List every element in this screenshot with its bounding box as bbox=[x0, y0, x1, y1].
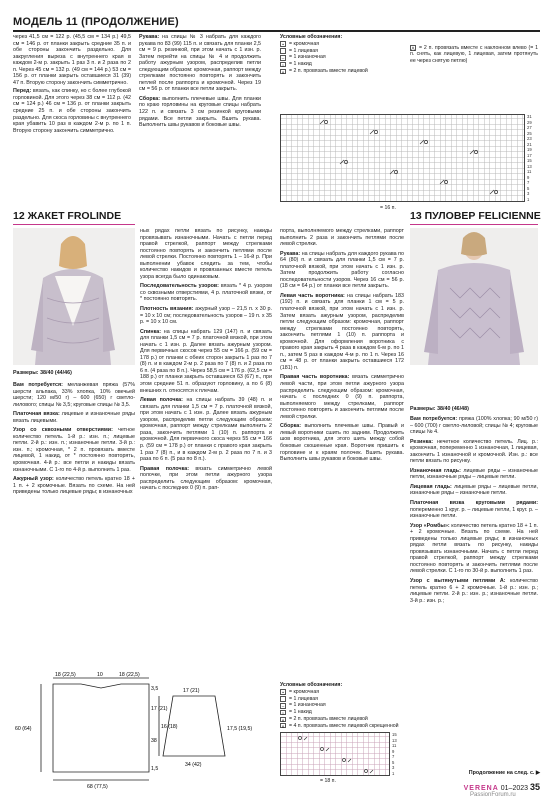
legend-item: • = кромочная bbox=[280, 689, 404, 696]
col2-top-text bbox=[139, 34, 261, 130]
legend-title: Условные обозначения: bbox=[280, 682, 343, 688]
k2tog-icon: ∧ bbox=[281, 717, 285, 723]
k4tog-icon: ∧ bbox=[281, 723, 285, 729]
diagram-top-label: 18 (22,5) bbox=[55, 672, 76, 678]
sleeve-right-label: 17,5 (19,5) bbox=[227, 726, 253, 732]
chart-top-repeat: = 16 п. bbox=[380, 205, 396, 211]
diagram-right-label: 1,5 bbox=[151, 766, 159, 772]
legend-item: – = 1 изнаночная bbox=[281, 54, 326, 62]
legend-item: • = кромочная bbox=[280, 41, 420, 48]
paragraph: ных рядах петли вязать по рисунку, накиды провязывать изнаночными. Начать с петли перед правой стрелкой, раппорт между стрелками постоянно повторять и закончить петлями после левой стрелки. Постоянно повторять 1 – 16-й р. При выполнении убавок следить за тем, чтобы количество накидов и провязанных вместе петель узора всегда было одинаковым. bbox=[140, 228, 272, 280]
chart-top-row-numbers: 31 29 27 25 23 21 19 17 15 13 11 9 7 5 3 1 bbox=[527, 114, 532, 202]
purl-stitch-icon: – bbox=[281, 704, 285, 710]
legend-bottom bbox=[280, 682, 404, 730]
issue-number: 01–2023 bbox=[500, 785, 529, 792]
paragraph: Узор «Ромбы»: количество петель кратно 18 + 1 п. + 2 кромочные. Вязать по схеме. На ней приведены только лицевые ряды; в изнаночных рядах петли вязать по рисунку, накиды провязывать изнаночными. Начать с петли перед правой стрелкой, раппорт между стрелками постоянно повторять и закончить петлями после левой стрелки. С 1-го по 30-й р. выполнить 1 раз. bbox=[410, 522, 538, 575]
pattern-schematic bbox=[13, 670, 275, 790]
legend-item: ∧ = 2 п. провязать вместе лицевой bbox=[281, 67, 368, 75]
paragraph: Лицевая гладь: лицевые ряды – лицевые петли, изнаночные ряды – изнаночные петли. bbox=[410, 483, 538, 497]
legend-top bbox=[280, 34, 420, 75]
paragraph: Узор с вытянутыми петлями А: количество петель кратно 6 + 2 кромочные. 1-й р.: изн. р.; лицевые петли. 2-й р.: изн. р.; изнаночные петли. 3-й р.: изн. р.; bbox=[410, 578, 538, 604]
col2-main-text bbox=[140, 228, 272, 493]
chart-bottom-symbols bbox=[280, 732, 390, 776]
chart-top-symbols bbox=[280, 114, 525, 202]
paragraph: Рукава: на спицы набрать для каждого рукава по 64 (80) п. и связать для планки 1,5 см = 7 р. платочной вязкой, при этом начать с 1 изн. р. Затем продолжить работу согласно последовательности узоров. Через 16 см = 56 р. (18 см = 64 р.) от планки все петли закрыть. bbox=[280, 250, 404, 290]
continue-note: Продолжение на след. с. ▶ bbox=[468, 770, 540, 776]
legend-item: – = 1 изнаночная bbox=[281, 702, 326, 710]
diagram-mid-label: 3,5 bbox=[151, 686, 159, 692]
paragraph: Изнаночная гладь: лицевые ряды – изнаночные петли, изнаночные ряды – лицевые петли. bbox=[410, 467, 538, 481]
photo-jacket bbox=[13, 228, 135, 365]
footer-bar bbox=[410, 782, 540, 792]
paragraph: Вам потребуется: меланжевая пряжа (57% шерсти альпака, 33% хлопка, 10% овечьей шерсти; 120 м/50 г) – 600 (650) г светло-лилового; спицы № 3,5; круговые спицы № 3,5. bbox=[13, 382, 135, 408]
paragraph: Левая полочка: на спицы набрать 39 (48) п. и связать для планки 1,5 см = 7 р. платочной вязкой, при этом начать с 1 изн. р. Далее вязать ажурным узором, распределив петли следующим образом: кромочная, раппорт между стрелками выполнить 2 раза, закончить петлями 1 (10) п. раппорта и кромочной. Для первичного скоса через 55 см = 166 р. (59 см = 178 р.) от планки с правого края закрыть 1 раз 7 (8) п., и в каждом 2-м р. 2 раза по 7 п. и 3 раза по 6 п. (5 раз по 8 п.). bbox=[140, 397, 272, 463]
chart-bottom-row-numbers: 15 13 11 9 7 5 3 1 bbox=[392, 732, 397, 776]
edge-stitch-icon: • bbox=[280, 689, 286, 695]
paragraph: Перед: вязать, как спинку, но с более глубокой горловиной. Для этого через 38 см = 112 р. (42 см = 124 р.) 46 см = 136 р. от планки закрыть средние 25 п. и обе стороны закончить раздельно. Для скоса горловины с внутреннего края убавить 10 раз в каждом 2-м р. по 1 п. Вторую сторону закончить симметрично. bbox=[13, 88, 131, 134]
diagram-bottom-label: 68 (77,5) bbox=[87, 784, 108, 790]
legend-item: ○ = 1 накид bbox=[281, 709, 312, 716]
paragraph: Правая полочка: вязать симметрично левой полочке, при этом петли ажурного узора распределить следующим образом: кромочная, начать с последних 0 (9) п. рап- bbox=[140, 465, 272, 492]
sleeve-left-label: 16 (18) bbox=[161, 724, 178, 730]
ssk-icon: ⋀ bbox=[411, 46, 415, 51]
section13-rule bbox=[410, 224, 538, 225]
paragraph: Платочная вязка: лицевые и изнаночные ряды вязать лицевыми. bbox=[13, 411, 135, 424]
paragraph: Платочная вязка круговыми рядами: попеременно 1 круг. р. – лицевые петли, 1 круг. р. – изнаночные петли. bbox=[410, 500, 538, 520]
diagram-top-label: 18 (22,5) bbox=[119, 672, 140, 678]
paragraph: Резинка: нечетное количество петель. Лиц. р.: кромочная, попеременно 1 изнаночная, 1 лицевая, закончить 1 изнаночной и кромочной. Изн. р.: все петли вязать по рисунку. bbox=[410, 438, 538, 465]
col3-main-text bbox=[280, 228, 404, 464]
watermark: PassionForum.ru bbox=[470, 792, 516, 798]
photo-pullover-illustration bbox=[410, 228, 538, 365]
yarn-over-icon: ○ bbox=[281, 710, 285, 716]
paragraph: через 41,5 см = 122 р. (45,5 см = 134 р.) 49,5 см = 146 р. от планки закрыть средние 35 п. и обе стороны закончить раздельно. Для закругления выреза с внутреннего края в каждом 2-м р. закрыть 1 раз 3 п. и 2 раза по 2 п. Через 45 см = 132 р. (49 см = 144 р.) 53 см = 156 р. от планки закрыть оставшиеся 31 (39) 47 п. Вторую сторону закончить симметрично. bbox=[13, 34, 131, 86]
legend-item: ∧ = 4 п. провязать вместе лицевой скрещенной bbox=[281, 722, 399, 729]
col1-main-text bbox=[13, 382, 135, 497]
paragraph: Рукава: на спицы № 3 набрать для каждого рукава по 83 (99) 115 п. и связать для планки 2,5 см = 9 р. резинкой, при этом начать с 1 изн. р. Затем перейти на спицы № 4 и продолжить работу ажурным узором, распределив петли следующим образом: кромочная, раппорт между стрелками постоянно повторять и закончить петлей после раппорта и кромочной. Через 19 см = 56 р. от планки все петли закрыть. bbox=[139, 34, 261, 93]
paragraph: Последовательность узоров: вязать * 4 р. узором со сквозными отверстиями, 4 р. платочной вязки, от * постоянно повторять. bbox=[140, 283, 272, 303]
knit-stitch-icon bbox=[280, 48, 286, 54]
diagram-mid-label: 38 bbox=[151, 738, 157, 744]
k2tog-icon: ∧ bbox=[281, 69, 285, 75]
section12-rule bbox=[13, 224, 135, 225]
legend-top-right: ⋀ = 2 п. провязать вместе с наклонном влево (= 1 п. снять, как лицевую, 1 лицевая, затем протянуть ее через снятую петлю) bbox=[410, 45, 538, 64]
chart-bottom-repeat: = 18 п. bbox=[320, 778, 336, 784]
photo-jacket-illustration bbox=[13, 228, 135, 365]
page-number: 35 bbox=[529, 782, 540, 792]
paragraph: Правая часть воротника: вязать симметрично левой части, при этом петли ажурного узора распределить следующим образом: кромочная, начать с последних 0 (9) п. раппорта, выполняемого между стрелками, раппорт постоянно повторять и закончить петлями после левой стрелки. bbox=[280, 374, 404, 420]
paragraph: Плотность вязания: ажурный узор – 21,5 п. х 30 р. = 10 х 10 см; последовательность узоров – 19 п. х 35 р. = 10 х 10 см. bbox=[140, 306, 272, 326]
diagram-mid-label: 17 (21) bbox=[151, 706, 168, 712]
paragraph: Спинка: на спицы набрать 129 (147) п. и связать для планки 1,5 см = 7 р. платочной вязкой, при этом начать с 1 изн. р. Далее вязать ажурным узором. Для первичных скосов через 55 см = 166 р. (59 см = 178 р.) от планки с обеих сторон закрыть 1 раз по 7 (8) п. и в каждом 2-м р. 2 раза по 7 (8) п. и 2 раза по 6 п. (4 раза по 8 п.). Через 58,5 см = 176 р. (62,5 см = 188 р.) от планки закрыть оставшиеся 63 (67) п., при этом средние 51 п. образуют горловину, а по 6 (8) внешних п. относятся к плечам. bbox=[140, 328, 272, 394]
paragraph: Вам потребуется: пряжа (100% хлопка; 90 м/50 г) – 600 (700) г светло-лиловой; спицы № 4; круговые спицы № 4. bbox=[410, 416, 538, 436]
legend-item: = 1 лицевая bbox=[280, 696, 404, 703]
sleeve-bottom-label: 34 (42) bbox=[185, 762, 202, 768]
diagram-top-label: 10 bbox=[97, 672, 103, 678]
paragraph: Сборка: выполнить плечевые швы. Для планки по краю горловины на круговые спицы набрать 122 п. и связать 3 см резинкой круговыми рядами. Все петли закрыть. Вшить рукава. Выполнить швы рукавов и боковые швы. bbox=[139, 95, 261, 129]
paragraph: Ажурный узор: количество петель кратно 18 + 1 п. + 2 кромочные. Вязать по схеме. На ней приведены только лицевые ряды; в изнаночных bbox=[13, 476, 135, 496]
legend-title: Условные обозначения: bbox=[280, 34, 343, 40]
section12-title: 12 ЖАКЕТ FROLINDE bbox=[13, 210, 122, 222]
paragraph: порта, выполняемого между стрелками, раппорт выполнить 2 раза и закончить петлями после левой стрелки. bbox=[280, 228, 404, 248]
knit-stitch-icon bbox=[280, 696, 286, 702]
legend-item: ∧ = 2 п. провязать вместе лицевой bbox=[281, 715, 368, 723]
page-header-title: МОДЕЛЬ 11 (ПРОДОЛЖЕНИЕ) bbox=[13, 16, 179, 28]
col1-top-text bbox=[13, 34, 131, 135]
header-rule bbox=[13, 30, 540, 32]
sizes13: Размеры: 38/40 (46/48) bbox=[410, 406, 469, 412]
purl-stitch-icon: – bbox=[281, 56, 285, 62]
diagram-left-label: 60 (64) bbox=[15, 726, 32, 732]
legend-item: ○ = 1 накид bbox=[281, 61, 312, 68]
paragraph: Узор со сквозными отверстиями: четное количество петель. 1-й р.: изн. п.; лицевые петли. 2-й р.: изн. п.; изнаночные петли. 3-й р.: изн. п.; кромочная, * 2 п. провязать вместе лицевой, 1 накид, от * постоянно повторять, кромочная. 4-й р.: все петли и накиды вязать изнаночными. С 1-го по 4-й р. выполнить 1 раз. bbox=[13, 427, 135, 473]
section13-title: 13 ПУЛОВЕР FELICIENNE bbox=[410, 210, 541, 222]
yarn-over-icon: ○ bbox=[281, 62, 285, 68]
magazine-name: VERENA bbox=[463, 785, 499, 792]
photo-pullover bbox=[410, 228, 538, 365]
sizes12: Размеры: 38/40 (44/46) bbox=[13, 370, 72, 376]
sleeve-top-label: 17 (21) bbox=[183, 688, 200, 694]
paragraph: Сборка: выполнить плечевые швы. Правый и левый воротники сшить по задним. Продолжить шов воротника, для этого шить между собой боковые скошенные края. Воротник пришить к горловине и к краям полочек. Вшить рукава. Выполнить швы рукавов и боковые швы. bbox=[280, 423, 404, 463]
legend-item: = 1 лицевая bbox=[280, 48, 420, 55]
edge-stitch-icon: • bbox=[280, 41, 286, 47]
paragraph: Левая часть воротника: на спицы набрать 183 (192) п. и связать для планки 1 см = 5 р. платочной вязкой, при этом начать с 1 изн. р. Затем вязать ажурным узором, распределив петли следующим образом: кромочная, раппорт между стрелками постоянно повторять, закончить петлями 1 (10) п. раппорта и кромочной. Для оформления воротника с правого края закрыть 4 раза в каждом 6-м р. по 1 п., затем 5 раз в каждом 4-м р. по 1 п. Через 16 см = 48 р. от планки закрыть оставшиеся 172 (181) п. bbox=[280, 292, 404, 371]
col4-main-text bbox=[410, 416, 538, 605]
